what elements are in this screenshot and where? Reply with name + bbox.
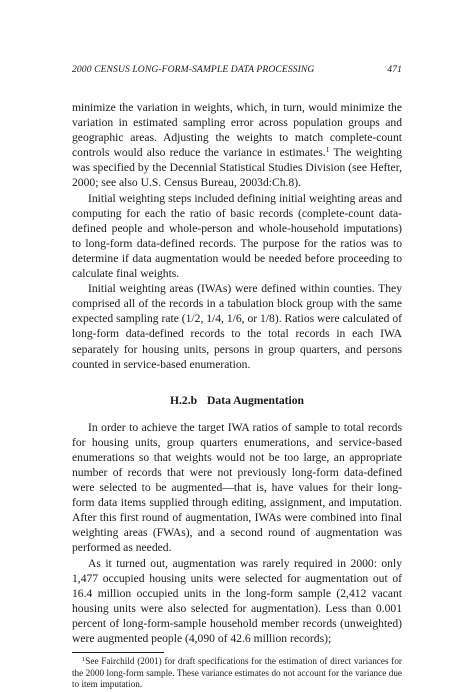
footnote-divider [72, 652, 164, 653]
section-heading [72, 393, 402, 408]
footnote-ref-1: 1 [325, 145, 330, 155]
footnote [72, 656, 402, 691]
section-paragraph-1: In order to achieve the target IWA ratios of sample to total records for housing units, group quarters enumerations, and service-based enumerations so that weights would not be too large, an appropriate number of records that were not previously long-form data-defined were selected to be augmented—that is, have values for their long-form data items supplied through editing, assignment, and imputation. After this first round of augmentation, IWAs were combined into final weighting areas (FWAs), and a second round of augmentation was performed as needed. [72, 420, 402, 555]
page [72, 64, 402, 691]
paragraph-1-text: minimize the variation in weights, which, in turn, would minimize the variation in estimated sampling error across population groups and geographic areas. Adjusting the weights to match complete-count controls would also reduce the variance in estimates. [72, 101, 402, 160]
section-paragraph-2: As it turned out, augmentation was rarely required in 2000: only 1,477 occupied housing units were selected for augmentation out of 16.4 million occupied units in the long-form sample (2,412 vacant housing units were also selected for augmentation). Less than 0.001 percent of long-form-sample household member records (unweighted) were augmented people (4,090 of 42.6 million records); [72, 556, 402, 645]
paragraph-2: Initial weighting steps included defining initial weighting areas and computing for each the ratio of basic records (complete-count data-defined people and whole-person and whole-household imputations) to long-form data-defined records. The purpose for the ratios was to determine if data augmentation would be needed before proceeding to calculate final weights. [72, 191, 402, 281]
paragraph-1 [72, 100, 402, 191]
running-head [72, 64, 402, 78]
running-head-title: 2000 CENSUS LONG-FORM-SAMPLE DATA PROCESSING [72, 64, 315, 75]
body-text [72, 100, 402, 646]
footnote-text: See Fairchild (2001) for draft specifications for the estimation of direct variances for the 2000 long-form sample. These variance estimates do not account for the variance due to item imputation. [72, 656, 402, 690]
section-number: H.2.b [169, 393, 198, 407]
footnote-marker: 1 [82, 656, 86, 664]
section-title: Data Augmentation [207, 393, 304, 407]
page-number: 471 [387, 64, 402, 75]
paragraph-3: Initial weighting areas (IWAs) were defined within counties. They comprised all of the records in a tabulation block group with the same expected sampling rate (1/2, 1/4, 1/6, or 1/8). Ratios were calculated of long-form data-defined records to the total records in each IWA separately for housing units, persons in group quarters, and persons counted in service-based enumeration. [72, 282, 402, 371]
paragraph-1-text-after: The weighting was specified by the Decennial Statistical Studies Division (see Hefter, 2000; see also U.S. Census Bureau, 2003d:Ch.8). [72, 146, 402, 190]
